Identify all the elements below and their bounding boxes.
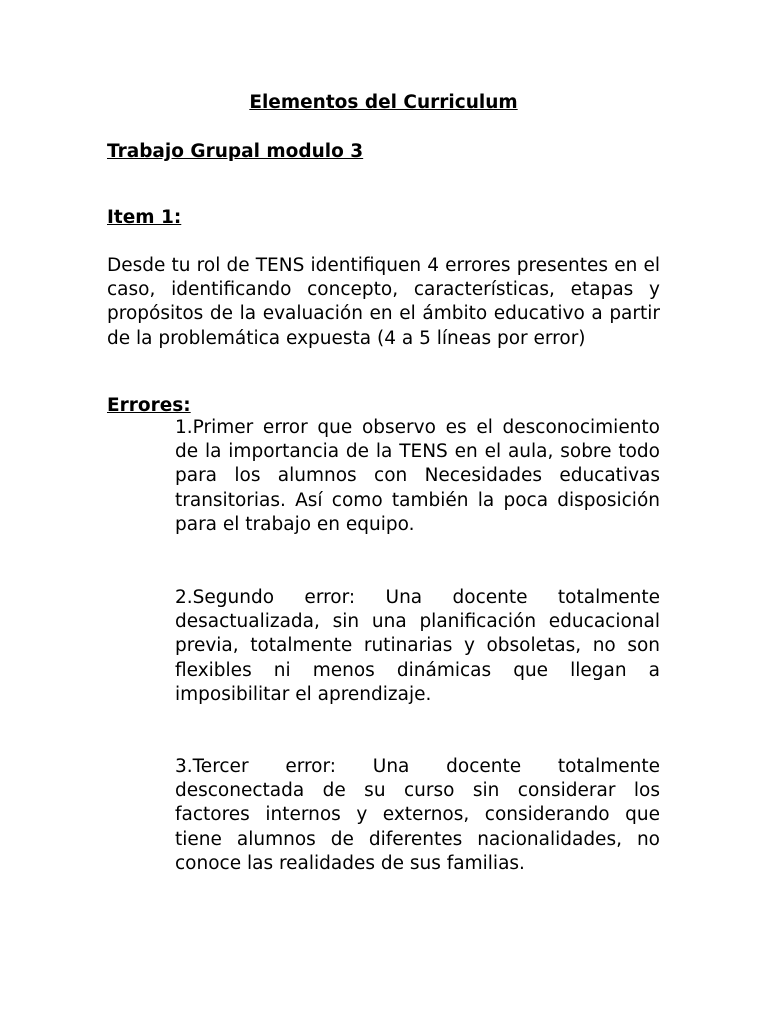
error-item-1: 1.Primer error que observo es el desconocimiento de la importancia de la TENS en el aula, sobre todo para los alumnos con Necesidades educativas transitorias. Así como también la poca disposición para el trabajo en equipo. bbox=[175, 417, 660, 535]
errors-heading: Errores: bbox=[107, 395, 191, 416]
instructions-paragraph: Desde tu rol de TENS identifiquen 4 errores presentes en el caso, identificando concepto, características, etapas y propósitos de la evaluación en el ámbito educativo a partir de la problemática expuesta (4 a 5 líneas por error) bbox=[107, 255, 660, 349]
error-item-3: 3.Tercer error: Una docente totalmente desconectada de su curso sin considerar los factores internos y externos, considerando que tiene alumnos de diferentes nacionalidades, no conoce las realidades de sus familias. bbox=[175, 756, 660, 874]
document-subtitle: Trabajo Grupal modulo 3 bbox=[107, 141, 364, 162]
document-title: Elementos del Curriculum bbox=[249, 92, 518, 113]
error-item-2: 2.Segundo error: Una docente totalmente desactualizada, sin una planificación educacional previa, totalmente rutinarias y obsoletas, no son flexibles ni menos dinámicas que llegan a imposibilitar el aprendizaje. bbox=[175, 587, 660, 705]
item-heading: Item 1: bbox=[107, 207, 182, 228]
